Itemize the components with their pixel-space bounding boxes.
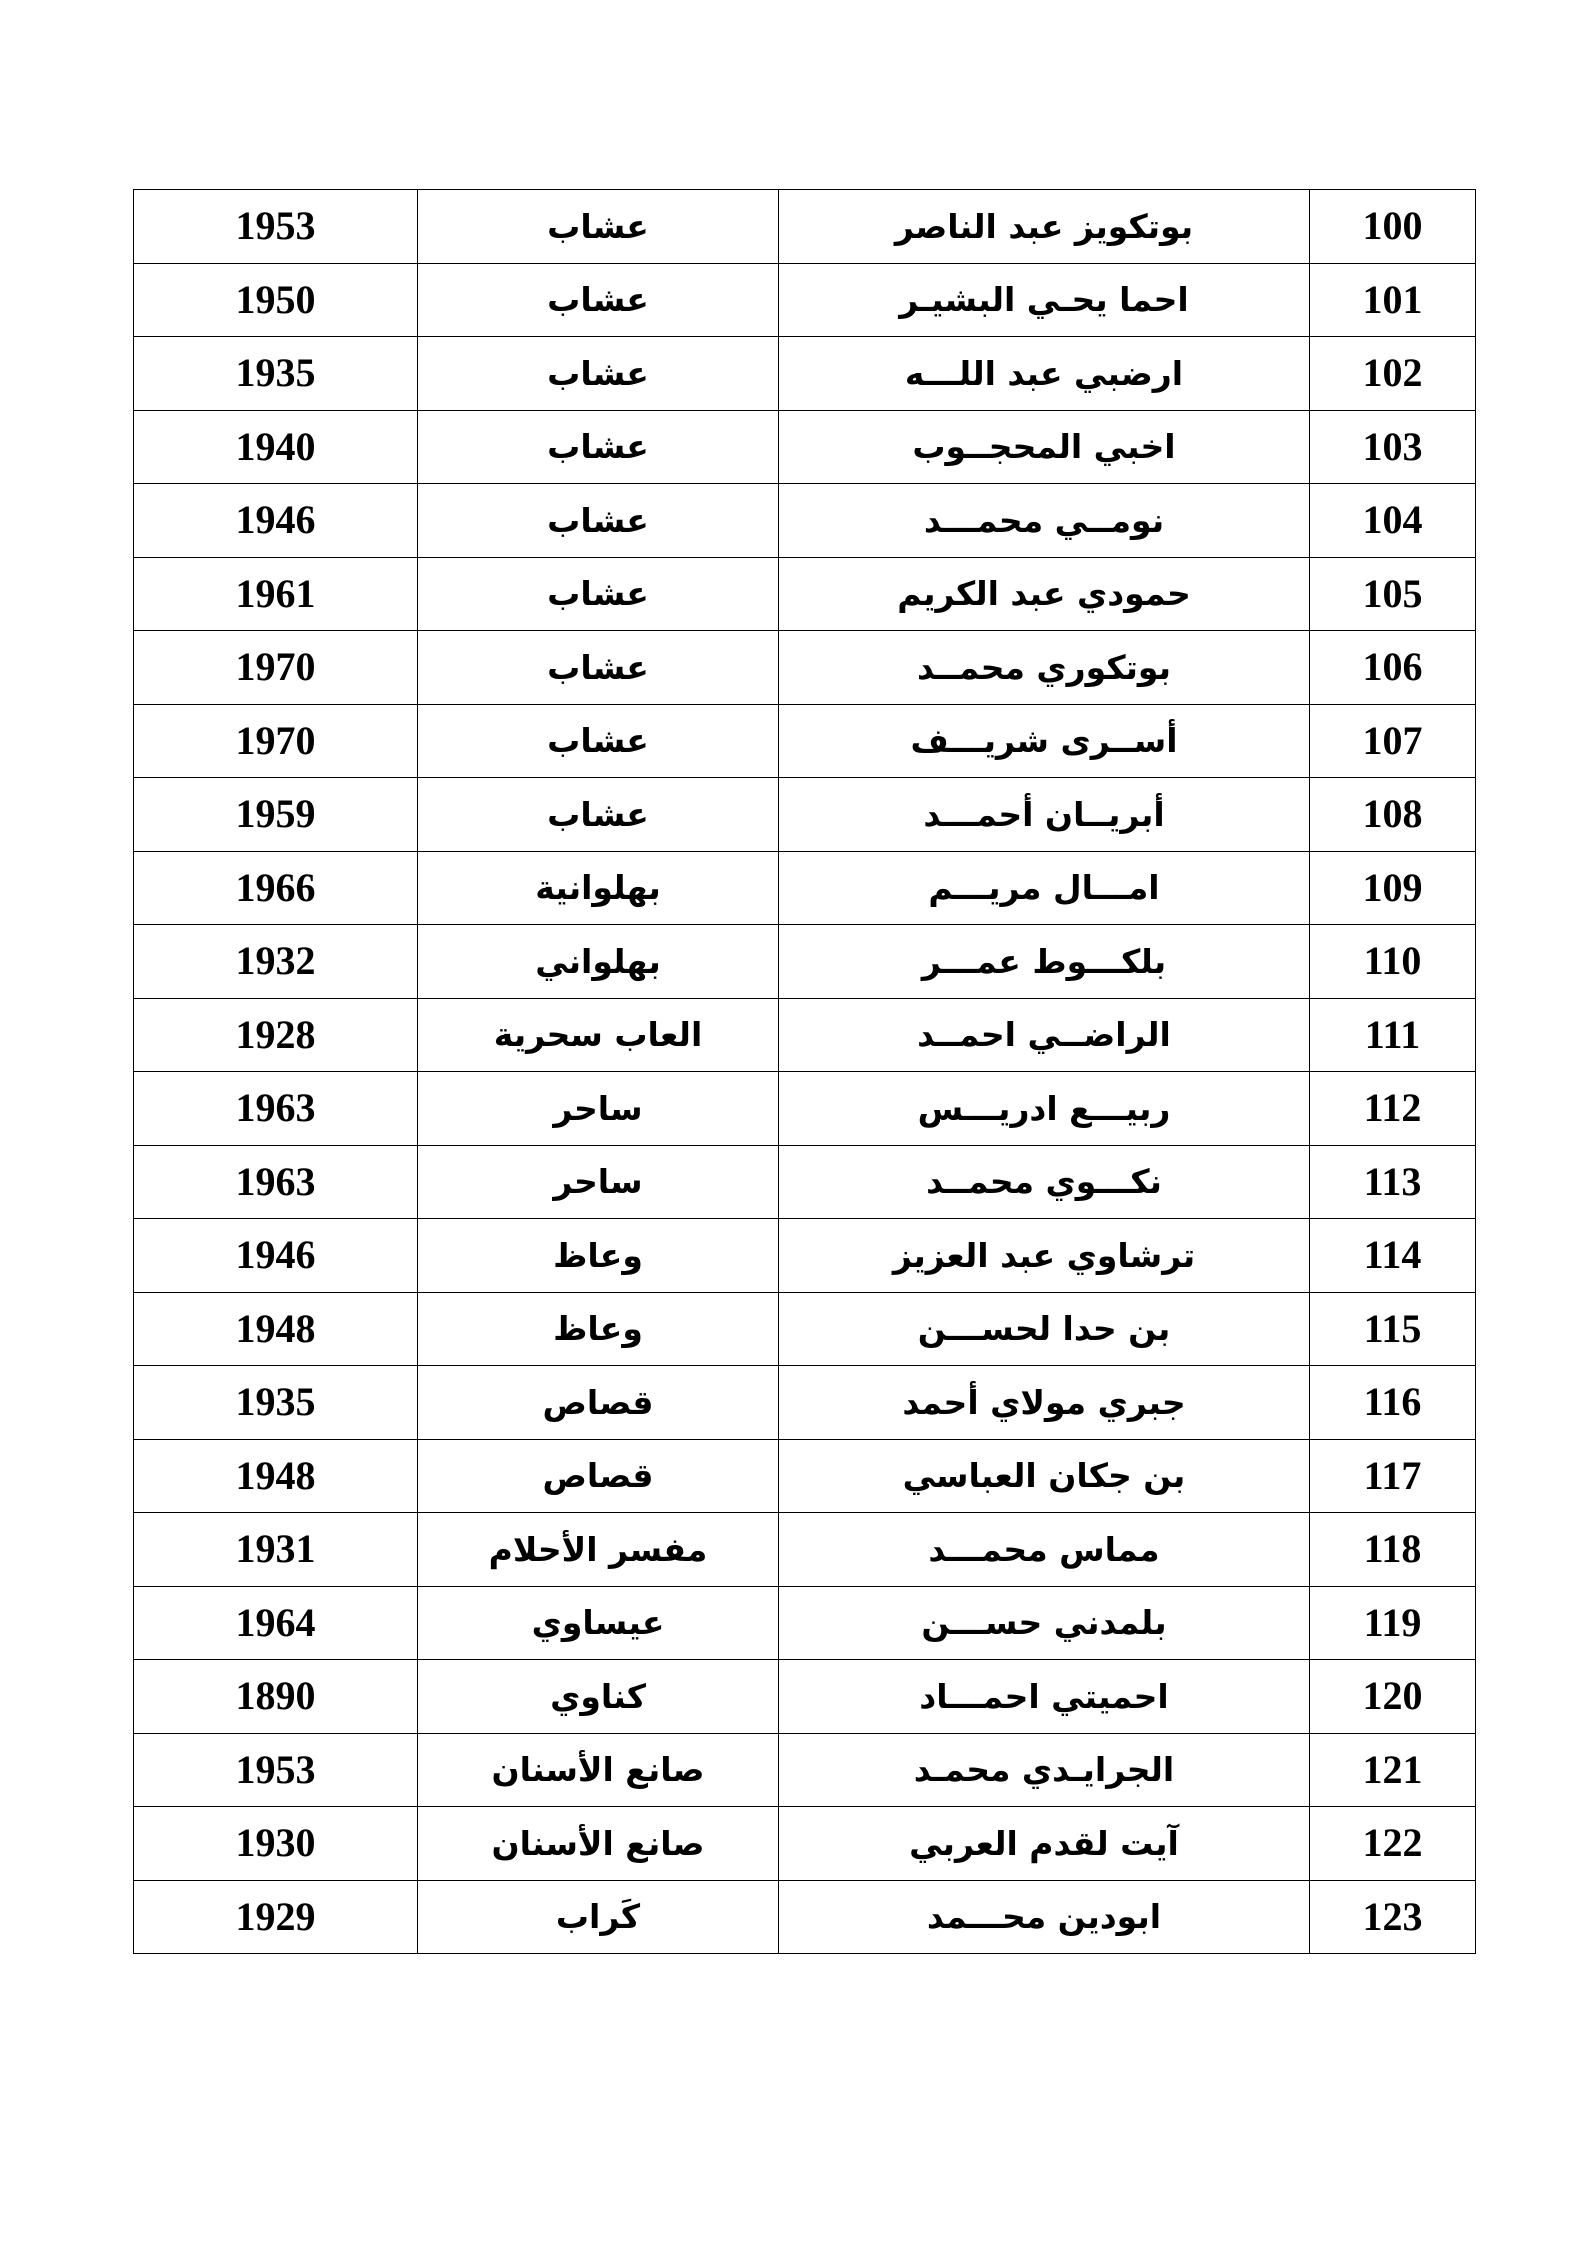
occupation-cell: ساحر: [418, 1145, 779, 1219]
name-cell: جبري مولاي أحمد: [779, 1366, 1310, 1440]
occupation-cell: قصاص: [418, 1439, 779, 1513]
birth-year-cell: 1928: [134, 998, 418, 1072]
birth-year-cell: 1930: [134, 1807, 418, 1881]
row-number-cell: 119: [1310, 1586, 1476, 1660]
table-row: [134, 704, 1476, 778]
name-cell: مماس محمـــد: [779, 1513, 1310, 1587]
birth-year-cell: 1953: [134, 1733, 418, 1807]
birth-year-cell: 1935: [134, 337, 418, 411]
occupation-cell: وعاظ: [418, 1219, 779, 1293]
name-cell: بوتكوري محمــد: [779, 631, 1310, 705]
name-cell: احما يحـي البشيـر: [779, 263, 1310, 337]
occupation-cell: عشاب: [418, 704, 779, 778]
table-row: [134, 1880, 1476, 1954]
name-cell: ترشاوي عبد العزيز: [779, 1219, 1310, 1293]
table-row: [134, 851, 1476, 925]
occupation-cell: عشاب: [418, 410, 779, 484]
row-number-cell: 121: [1310, 1733, 1476, 1807]
name-cell: ابودين محـــمد: [779, 1880, 1310, 1954]
name-cell: الراضــي احمــد: [779, 998, 1310, 1072]
name-cell: نكـــوي محمــد: [779, 1145, 1310, 1219]
table-row: [134, 337, 1476, 411]
row-number-cell: 115: [1310, 1292, 1476, 1366]
row-number-cell: 113: [1310, 1145, 1476, 1219]
name-cell: اخبي المحجــوب: [779, 410, 1310, 484]
row-number-cell: 105: [1310, 557, 1476, 631]
table-row: [134, 778, 1476, 852]
occupation-cell: عيساوي: [418, 1586, 779, 1660]
birth-year-cell: 1946: [134, 1219, 418, 1293]
birth-year-cell: 1953: [134, 190, 418, 264]
table-row: [134, 1145, 1476, 1219]
birth-year-cell: 1963: [134, 1072, 418, 1146]
birth-year-cell: 1950: [134, 263, 418, 337]
row-number-cell: 116: [1310, 1366, 1476, 1440]
row-number-cell: 103: [1310, 410, 1476, 484]
name-cell: بلمدني حســـن: [779, 1586, 1310, 1660]
row-number-cell: 118: [1310, 1513, 1476, 1587]
table-row: [134, 263, 1476, 337]
birth-year-cell: 1946: [134, 484, 418, 558]
birth-year-cell: 1931: [134, 1513, 418, 1587]
name-cell: الجرايـدي محمـد: [779, 1733, 1310, 1807]
occupation-cell: عشاب: [418, 557, 779, 631]
occupation-cell: عشاب: [418, 631, 779, 705]
table-row: [134, 557, 1476, 631]
row-number-cell: 110: [1310, 925, 1476, 999]
row-number-cell: 107: [1310, 704, 1476, 778]
row-number-cell: 108: [1310, 778, 1476, 852]
table-row: [134, 1219, 1476, 1293]
name-cell: بلكـــوط عمـــر: [779, 925, 1310, 999]
occupation-cell: العاب سحرية: [418, 998, 779, 1072]
row-number-cell: 109: [1310, 851, 1476, 925]
name-cell: حمودي عبد الكريم: [779, 557, 1310, 631]
birth-year-cell: 1964: [134, 1586, 418, 1660]
name-cell: ربيـــع ادريـــس: [779, 1072, 1310, 1146]
birth-year-cell: 1932: [134, 925, 418, 999]
birth-year-cell: 1948: [134, 1439, 418, 1513]
table-row: [134, 631, 1476, 705]
row-number-cell: 114: [1310, 1219, 1476, 1293]
row-number-cell: 111: [1310, 998, 1476, 1072]
occupation-cell: صانع الأسنان: [418, 1733, 779, 1807]
records-table-body: [134, 190, 1476, 1954]
name-cell: ارضبي عبد اللـــه: [779, 337, 1310, 411]
occupation-cell: عشاب: [418, 337, 779, 411]
occupation-cell: بهلواني: [418, 925, 779, 999]
birth-year-cell: 1970: [134, 704, 418, 778]
name-cell: أســرى شريـــف: [779, 704, 1310, 778]
records-table: [133, 189, 1476, 1954]
occupation-cell: عشاب: [418, 778, 779, 852]
row-number-cell: 101: [1310, 263, 1476, 337]
table-row: [134, 1513, 1476, 1587]
table-row: [134, 410, 1476, 484]
birth-year-cell: 1963: [134, 1145, 418, 1219]
row-number-cell: 112: [1310, 1072, 1476, 1146]
row-number-cell: 123: [1310, 1880, 1476, 1954]
table-row: [134, 998, 1476, 1072]
row-number-cell: 100: [1310, 190, 1476, 264]
table-row: [134, 1366, 1476, 1440]
occupation-cell: مفسر الأحلام: [418, 1513, 779, 1587]
birth-year-cell: 1970: [134, 631, 418, 705]
name-cell: أبريــان أحمـــد: [779, 778, 1310, 852]
occupation-cell: قصاص: [418, 1366, 779, 1440]
name-cell: امـــال مريـــم: [779, 851, 1310, 925]
birth-year-cell: 1890: [134, 1660, 418, 1734]
row-number-cell: 106: [1310, 631, 1476, 705]
table-row: [134, 1072, 1476, 1146]
occupation-cell: كناوي: [418, 1660, 779, 1734]
table-row: [134, 1439, 1476, 1513]
row-number-cell: 104: [1310, 484, 1476, 558]
table-row: [134, 1292, 1476, 1366]
table-row: [134, 1733, 1476, 1807]
table-row: [134, 1586, 1476, 1660]
birth-year-cell: 1959: [134, 778, 418, 852]
row-number-cell: 120: [1310, 1660, 1476, 1734]
name-cell: بن حدا لحســـن: [779, 1292, 1310, 1366]
table-row: [134, 1807, 1476, 1881]
birth-year-cell: 1929: [134, 1880, 418, 1954]
name-cell: آيت لقدم العربي: [779, 1807, 1310, 1881]
occupation-cell: عشاب: [418, 190, 779, 264]
table-row: [134, 190, 1476, 264]
occupation-cell: كَراب: [418, 1880, 779, 1954]
row-number-cell: 122: [1310, 1807, 1476, 1881]
occupation-cell: وعاظ: [418, 1292, 779, 1366]
row-number-cell: 102: [1310, 337, 1476, 411]
occupation-cell: عشاب: [418, 263, 779, 337]
table-row: [134, 1660, 1476, 1734]
birth-year-cell: 1935: [134, 1366, 418, 1440]
occupation-cell: بهلوانية: [418, 851, 779, 925]
occupation-cell: صانع الأسنان: [418, 1807, 779, 1881]
row-number-cell: 117: [1310, 1439, 1476, 1513]
name-cell: بن جكان العباسي: [779, 1439, 1310, 1513]
name-cell: نومــي محمـــد: [779, 484, 1310, 558]
birth-year-cell: 1948: [134, 1292, 418, 1366]
occupation-cell: ساحر: [418, 1072, 779, 1146]
birth-year-cell: 1940: [134, 410, 418, 484]
table-row: [134, 925, 1476, 999]
name-cell: احميتي احمـــاد: [779, 1660, 1310, 1734]
name-cell: بوتكويز عبد الناصر: [779, 190, 1310, 264]
table-row: [134, 484, 1476, 558]
birth-year-cell: 1961: [134, 557, 418, 631]
occupation-cell: عشاب: [418, 484, 779, 558]
birth-year-cell: 1966: [134, 851, 418, 925]
